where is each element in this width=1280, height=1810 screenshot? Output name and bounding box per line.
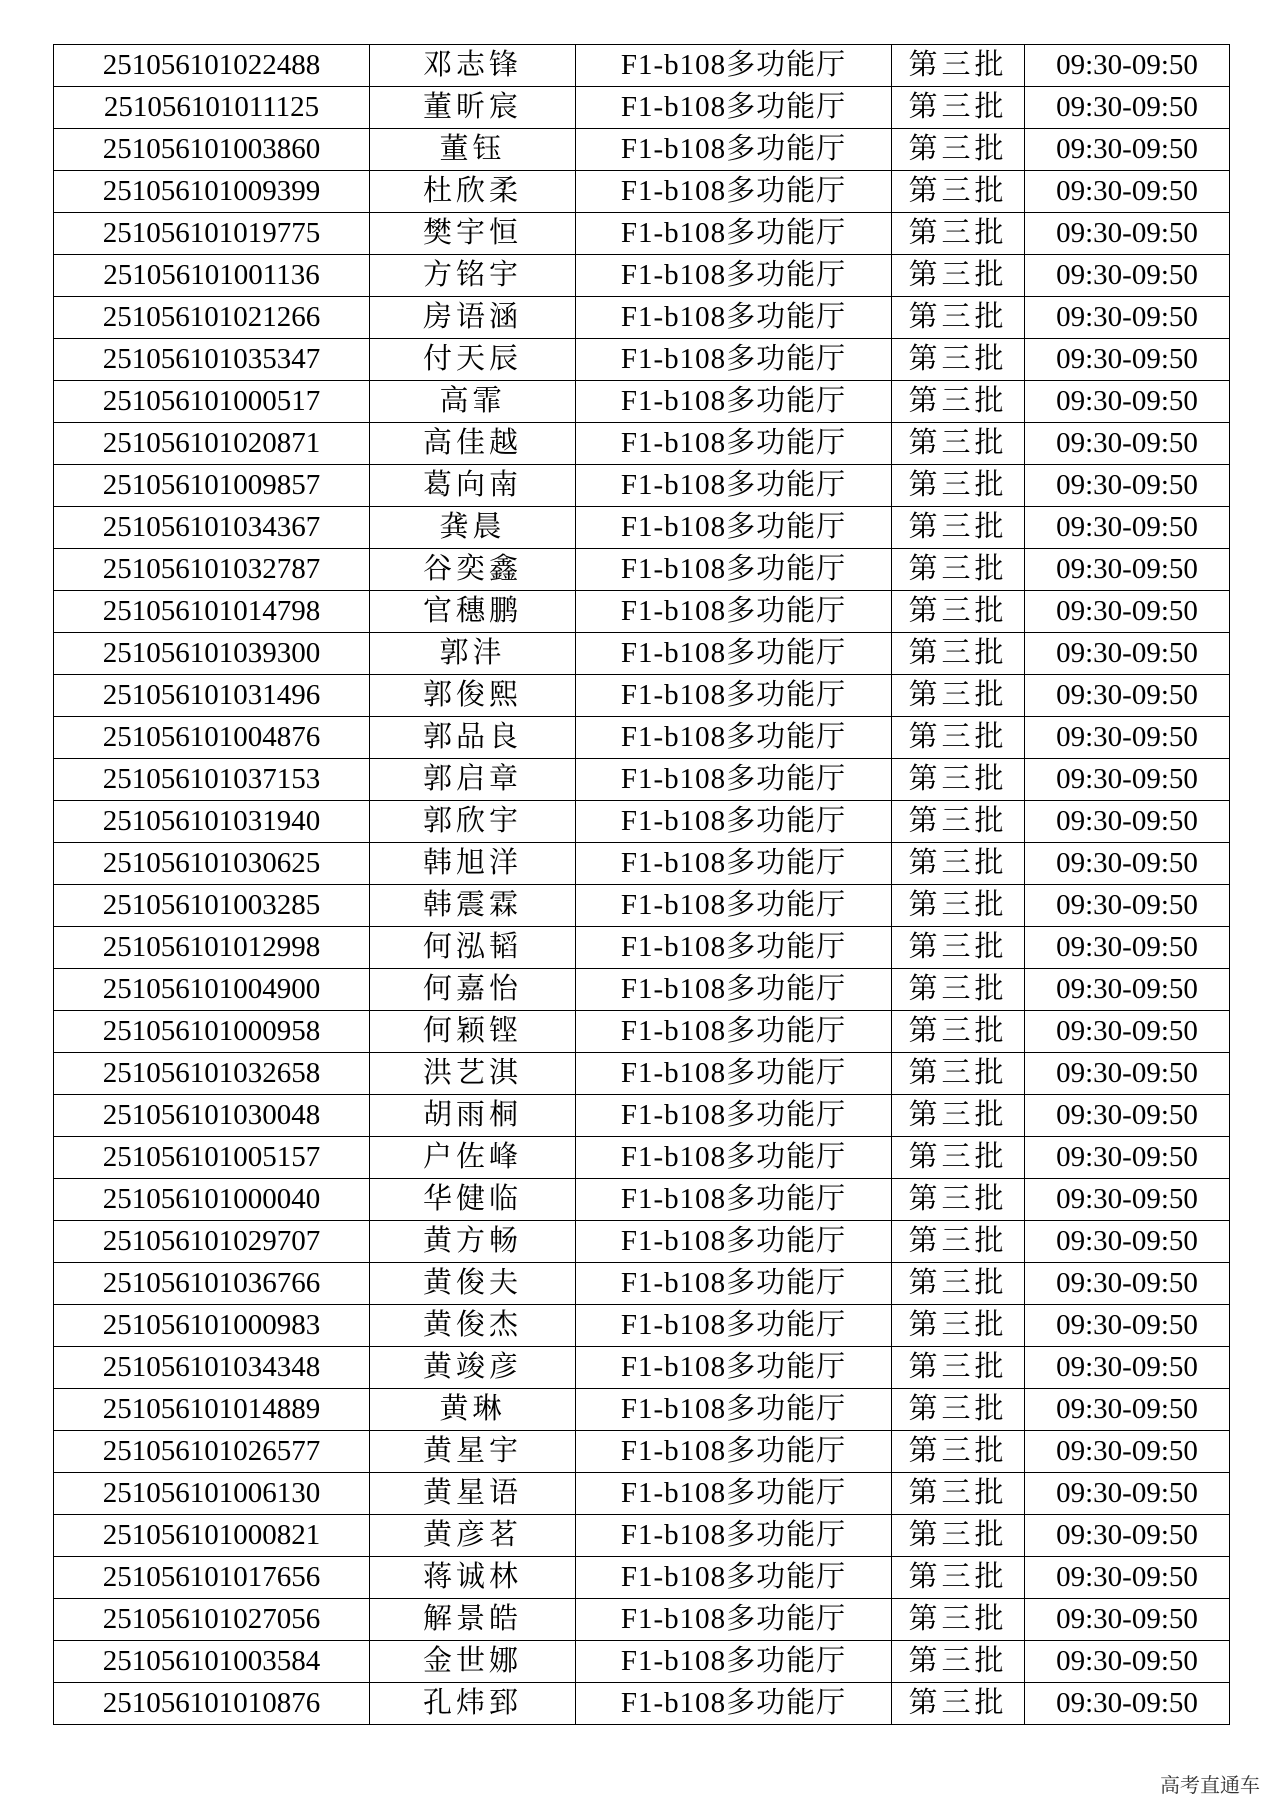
student-name-cell: 户佐峰 (370, 1137, 576, 1179)
exam-room-cell: F1-b108多功能厅 (576, 423, 892, 465)
table-row (54, 1137, 1230, 1179)
table-row (54, 45, 1230, 87)
exam-id-cell: 251056101017656 (54, 1557, 370, 1599)
student-name-cell: 官穗鹏 (370, 591, 576, 633)
time-slot-cell: 09:30-09:50 (1025, 1431, 1230, 1473)
exam-room-cell: F1-b108多功能厅 (576, 1599, 892, 1641)
schedule-table-body (54, 45, 1230, 1725)
exam-room-cell: F1-b108多功能厅 (576, 1347, 892, 1389)
student-name-cell: 何嘉怡 (370, 969, 576, 1011)
table-row (54, 1557, 1230, 1599)
exam-id-cell: 251056101000958 (54, 1011, 370, 1053)
exam-id-cell: 251056101003860 (54, 129, 370, 171)
student-name-cell: 杜欣柔 (370, 171, 576, 213)
table-row (54, 801, 1230, 843)
batch-cell: 第三批 (892, 1557, 1025, 1599)
exam-id-cell: 251056101004876 (54, 717, 370, 759)
time-slot-cell: 09:30-09:50 (1025, 1599, 1230, 1641)
batch-cell: 第三批 (892, 381, 1025, 423)
table-row (54, 297, 1230, 339)
exam-room-cell: F1-b108多功能厅 (576, 213, 892, 255)
exam-id-cell: 251056101039300 (54, 633, 370, 675)
exam-room-cell: F1-b108多功能厅 (576, 381, 892, 423)
batch-cell: 第三批 (892, 843, 1025, 885)
batch-cell: 第三批 (892, 1305, 1025, 1347)
batch-cell: 第三批 (892, 1053, 1025, 1095)
exam-id-cell: 251056101027056 (54, 1599, 370, 1641)
table-row (54, 885, 1230, 927)
batch-cell: 第三批 (892, 45, 1025, 87)
time-slot-cell: 09:30-09:50 (1025, 1011, 1230, 1053)
batch-cell: 第三批 (892, 213, 1025, 255)
time-slot-cell: 09:30-09:50 (1025, 633, 1230, 675)
table-row (54, 1389, 1230, 1431)
exam-id-cell: 251056101009857 (54, 465, 370, 507)
batch-cell: 第三批 (892, 465, 1025, 507)
batch-cell: 第三批 (892, 1095, 1025, 1137)
time-slot-cell: 09:30-09:50 (1025, 381, 1230, 423)
exam-id-cell: 251056101011125 (54, 87, 370, 129)
time-slot-cell: 09:30-09:50 (1025, 339, 1230, 381)
time-slot-cell: 09:30-09:50 (1025, 591, 1230, 633)
exam-id-cell: 251056101037153 (54, 759, 370, 801)
exam-room-cell: F1-b108多功能厅 (576, 465, 892, 507)
table-row (54, 1473, 1230, 1515)
student-name-cell: 郭沣 (370, 633, 576, 675)
time-slot-cell: 09:30-09:50 (1025, 255, 1230, 297)
table-row (54, 423, 1230, 465)
time-slot-cell: 09:30-09:50 (1025, 1263, 1230, 1305)
time-slot-cell: 09:30-09:50 (1025, 885, 1230, 927)
table-row (54, 717, 1230, 759)
exam-id-cell: 251056101036766 (54, 1263, 370, 1305)
exam-id-cell: 251056101020871 (54, 423, 370, 465)
exam-room-cell: F1-b108多功能厅 (576, 507, 892, 549)
student-name-cell: 高佳越 (370, 423, 576, 465)
time-slot-cell: 09:30-09:50 (1025, 1515, 1230, 1557)
exam-room-cell: F1-b108多功能厅 (576, 171, 892, 213)
table-row (54, 1599, 1230, 1641)
batch-cell: 第三批 (892, 255, 1025, 297)
student-name-cell: 韩旭洋 (370, 843, 576, 885)
exam-id-cell: 251056101034367 (54, 507, 370, 549)
exam-id-cell: 251056101032658 (54, 1053, 370, 1095)
table-row (54, 1011, 1230, 1053)
batch-cell: 第三批 (892, 1221, 1025, 1263)
batch-cell: 第三批 (892, 801, 1025, 843)
exam-id-cell: 251056101009399 (54, 171, 370, 213)
exam-id-cell: 251056101035347 (54, 339, 370, 381)
exam-room-cell: F1-b108多功能厅 (576, 1515, 892, 1557)
exam-id-cell: 251056101012998 (54, 927, 370, 969)
student-name-cell: 董钰 (370, 129, 576, 171)
student-name-cell: 葛向南 (370, 465, 576, 507)
time-slot-cell: 09:30-09:50 (1025, 1473, 1230, 1515)
table-row (54, 1263, 1230, 1305)
student-name-cell: 郭欣宇 (370, 801, 576, 843)
watermark-text: 高考直通车 (1160, 1773, 1260, 1797)
batch-cell: 第三批 (892, 885, 1025, 927)
exam-room-cell: F1-b108多功能厅 (576, 45, 892, 87)
batch-cell: 第三批 (892, 1263, 1025, 1305)
batch-cell: 第三批 (892, 759, 1025, 801)
exam-room-cell: F1-b108多功能厅 (576, 1473, 892, 1515)
exam-id-cell: 251056101031496 (54, 675, 370, 717)
batch-cell: 第三批 (892, 633, 1025, 675)
exam-id-cell: 251056101000517 (54, 381, 370, 423)
time-slot-cell: 09:30-09:50 (1025, 801, 1230, 843)
table-row (54, 171, 1230, 213)
time-slot-cell: 09:30-09:50 (1025, 1347, 1230, 1389)
student-name-cell: 郭品良 (370, 717, 576, 759)
batch-cell: 第三批 (892, 423, 1025, 465)
exam-room-cell: F1-b108多功能厅 (576, 1557, 892, 1599)
exam-room-cell: F1-b108多功能厅 (576, 969, 892, 1011)
time-slot-cell: 09:30-09:50 (1025, 171, 1230, 213)
exam-room-cell: F1-b108多功能厅 (576, 1431, 892, 1473)
table-row (54, 1221, 1230, 1263)
exam-id-cell: 251056101029707 (54, 1221, 370, 1263)
exam-id-cell: 251056101004900 (54, 969, 370, 1011)
time-slot-cell: 09:30-09:50 (1025, 969, 1230, 1011)
batch-cell: 第三批 (892, 927, 1025, 969)
time-slot-cell: 09:30-09:50 (1025, 843, 1230, 885)
time-slot-cell: 09:30-09:50 (1025, 1095, 1230, 1137)
exam-room-cell: F1-b108多功能厅 (576, 339, 892, 381)
table-row (54, 1053, 1230, 1095)
student-name-cell: 方铭宇 (370, 255, 576, 297)
student-name-cell: 付天辰 (370, 339, 576, 381)
student-name-cell: 黄星语 (370, 1473, 576, 1515)
batch-cell: 第三批 (892, 1389, 1025, 1431)
batch-cell: 第三批 (892, 1641, 1025, 1683)
table-row (54, 1683, 1230, 1725)
table-row (54, 549, 1230, 591)
exam-room-cell: F1-b108多功能厅 (576, 591, 892, 633)
table-row (54, 1641, 1230, 1683)
student-name-cell: 胡雨桐 (370, 1095, 576, 1137)
exam-room-cell: F1-b108多功能厅 (576, 1095, 892, 1137)
table-row (54, 465, 1230, 507)
time-slot-cell: 09:30-09:50 (1025, 927, 1230, 969)
exam-room-cell: F1-b108多功能厅 (576, 1305, 892, 1347)
student-name-cell: 黄星宇 (370, 1431, 576, 1473)
table-row (54, 1515, 1230, 1557)
exam-id-cell: 251056101032787 (54, 549, 370, 591)
exam-id-cell: 251056101021266 (54, 297, 370, 339)
student-name-cell: 孔炜郅 (370, 1683, 576, 1725)
exam-room-cell: F1-b108多功能厅 (576, 885, 892, 927)
exam-room-cell: F1-b108多功能厅 (576, 759, 892, 801)
exam-room-cell: F1-b108多功能厅 (576, 1389, 892, 1431)
student-name-cell: 郭俊熙 (370, 675, 576, 717)
table-row (54, 1179, 1230, 1221)
batch-cell: 第三批 (892, 129, 1025, 171)
exam-room-cell: F1-b108多功能厅 (576, 1179, 892, 1221)
exam-id-cell: 251056101014889 (54, 1389, 370, 1431)
exam-id-cell: 251056101003584 (54, 1641, 370, 1683)
time-slot-cell: 09:30-09:50 (1025, 1137, 1230, 1179)
student-name-cell: 邓志锋 (370, 45, 576, 87)
schedule-table (53, 44, 1230, 1725)
exam-id-cell: 251056101030048 (54, 1095, 370, 1137)
exam-room-cell: F1-b108多功能厅 (576, 843, 892, 885)
exam-id-cell: 251056101010876 (54, 1683, 370, 1725)
exam-id-cell: 251056101026577 (54, 1431, 370, 1473)
time-slot-cell: 09:30-09:50 (1025, 717, 1230, 759)
batch-cell: 第三批 (892, 297, 1025, 339)
exam-id-cell: 251056101019775 (54, 213, 370, 255)
student-name-cell: 黄俊杰 (370, 1305, 576, 1347)
student-name-cell: 金世娜 (370, 1641, 576, 1683)
exam-id-cell: 251056101000040 (54, 1179, 370, 1221)
exam-room-cell: F1-b108多功能厅 (576, 87, 892, 129)
student-name-cell: 黄彦茗 (370, 1515, 576, 1557)
student-name-cell: 解景皓 (370, 1599, 576, 1641)
exam-room-cell: F1-b108多功能厅 (576, 717, 892, 759)
batch-cell: 第三批 (892, 675, 1025, 717)
batch-cell: 第三批 (892, 339, 1025, 381)
table-row (54, 927, 1230, 969)
batch-cell: 第三批 (892, 1473, 1025, 1515)
exam-id-cell: 251056101030625 (54, 843, 370, 885)
exam-id-cell: 251056101000821 (54, 1515, 370, 1557)
time-slot-cell: 09:30-09:50 (1025, 1389, 1230, 1431)
batch-cell: 第三批 (892, 591, 1025, 633)
exam-id-cell: 251056101031940 (54, 801, 370, 843)
exam-room-cell: F1-b108多功能厅 (576, 297, 892, 339)
student-name-cell: 谷奕鑫 (370, 549, 576, 591)
exam-room-cell: F1-b108多功能厅 (576, 1137, 892, 1179)
table-row (54, 843, 1230, 885)
exam-id-cell: 251056101022488 (54, 45, 370, 87)
exam-room-cell: F1-b108多功能厅 (576, 1221, 892, 1263)
exam-room-cell: F1-b108多功能厅 (576, 927, 892, 969)
student-name-cell: 董昕宸 (370, 87, 576, 129)
table-row (54, 591, 1230, 633)
batch-cell: 第三批 (892, 1515, 1025, 1557)
batch-cell: 第三批 (892, 549, 1025, 591)
time-slot-cell: 09:30-09:50 (1025, 1557, 1230, 1599)
batch-cell: 第三批 (892, 1431, 1025, 1473)
exam-room-cell: F1-b108多功能厅 (576, 129, 892, 171)
table-row (54, 1347, 1230, 1389)
time-slot-cell: 09:30-09:50 (1025, 213, 1230, 255)
student-name-cell: 樊宇恒 (370, 213, 576, 255)
time-slot-cell: 09:30-09:50 (1025, 507, 1230, 549)
student-name-cell: 韩震霖 (370, 885, 576, 927)
time-slot-cell: 09:30-09:50 (1025, 549, 1230, 591)
time-slot-cell: 09:30-09:50 (1025, 675, 1230, 717)
exam-id-cell: 251056101000983 (54, 1305, 370, 1347)
exam-room-cell: F1-b108多功能厅 (576, 1641, 892, 1683)
table-row (54, 339, 1230, 381)
table-row (54, 633, 1230, 675)
exam-room-cell: F1-b108多功能厅 (576, 1263, 892, 1305)
exam-id-cell: 251056101001136 (54, 255, 370, 297)
table-row (54, 213, 1230, 255)
table-row (54, 1431, 1230, 1473)
student-name-cell: 黄竣彦 (370, 1347, 576, 1389)
batch-cell: 第三批 (892, 87, 1025, 129)
batch-cell: 第三批 (892, 1137, 1025, 1179)
exam-room-cell: F1-b108多功能厅 (576, 549, 892, 591)
student-name-cell: 华健临 (370, 1179, 576, 1221)
exam-room-cell: F1-b108多功能厅 (576, 1053, 892, 1095)
time-slot-cell: 09:30-09:50 (1025, 759, 1230, 801)
time-slot-cell: 09:30-09:50 (1025, 87, 1230, 129)
exam-room-cell: F1-b108多功能厅 (576, 675, 892, 717)
time-slot-cell: 09:30-09:50 (1025, 297, 1230, 339)
exam-room-cell: F1-b108多功能厅 (576, 801, 892, 843)
student-name-cell: 黄方畅 (370, 1221, 576, 1263)
exam-room-cell: F1-b108多功能厅 (576, 633, 892, 675)
student-name-cell: 房语涵 (370, 297, 576, 339)
exam-id-cell: 251056101014798 (54, 591, 370, 633)
table-row (54, 381, 1230, 423)
table-row (54, 129, 1230, 171)
student-name-cell: 蒋诚林 (370, 1557, 576, 1599)
exam-room-cell: F1-b108多功能厅 (576, 1011, 892, 1053)
time-slot-cell: 09:30-09:50 (1025, 465, 1230, 507)
batch-cell: 第三批 (892, 1347, 1025, 1389)
student-name-cell: 龚晨 (370, 507, 576, 549)
student-name-cell: 高霏 (370, 381, 576, 423)
table-row (54, 255, 1230, 297)
batch-cell: 第三批 (892, 717, 1025, 759)
batch-cell: 第三批 (892, 1683, 1025, 1725)
batch-cell: 第三批 (892, 1011, 1025, 1053)
batch-cell: 第三批 (892, 1599, 1025, 1641)
table-row (54, 969, 1230, 1011)
student-name-cell: 何泓韬 (370, 927, 576, 969)
batch-cell: 第三批 (892, 507, 1025, 549)
time-slot-cell: 09:30-09:50 (1025, 1641, 1230, 1683)
time-slot-cell: 09:30-09:50 (1025, 1221, 1230, 1263)
time-slot-cell: 09:30-09:50 (1025, 1179, 1230, 1221)
table-row (54, 1305, 1230, 1347)
batch-cell: 第三批 (892, 969, 1025, 1011)
table-row (54, 1095, 1230, 1137)
time-slot-cell: 09:30-09:50 (1025, 1305, 1230, 1347)
time-slot-cell: 09:30-09:50 (1025, 45, 1230, 87)
exam-id-cell: 251056101006130 (54, 1473, 370, 1515)
exam-id-cell: 251056101003285 (54, 885, 370, 927)
exam-room-cell: F1-b108多功能厅 (576, 1683, 892, 1725)
batch-cell: 第三批 (892, 171, 1025, 213)
time-slot-cell: 09:30-09:50 (1025, 129, 1230, 171)
table-row (54, 507, 1230, 549)
table-row (54, 759, 1230, 801)
time-slot-cell: 09:30-09:50 (1025, 1683, 1230, 1725)
student-name-cell: 何颖铿 (370, 1011, 576, 1053)
time-slot-cell: 09:30-09:50 (1025, 1053, 1230, 1095)
student-name-cell: 黄琳 (370, 1389, 576, 1431)
student-name-cell: 郭启章 (370, 759, 576, 801)
batch-cell: 第三批 (892, 1179, 1025, 1221)
exam-id-cell: 251056101034348 (54, 1347, 370, 1389)
exam-room-cell: F1-b108多功能厅 (576, 255, 892, 297)
time-slot-cell: 09:30-09:50 (1025, 423, 1230, 465)
student-name-cell: 黄俊夫 (370, 1263, 576, 1305)
student-name-cell: 洪艺淇 (370, 1053, 576, 1095)
table-row (54, 87, 1230, 129)
table-row (54, 675, 1230, 717)
exam-id-cell: 251056101005157 (54, 1137, 370, 1179)
